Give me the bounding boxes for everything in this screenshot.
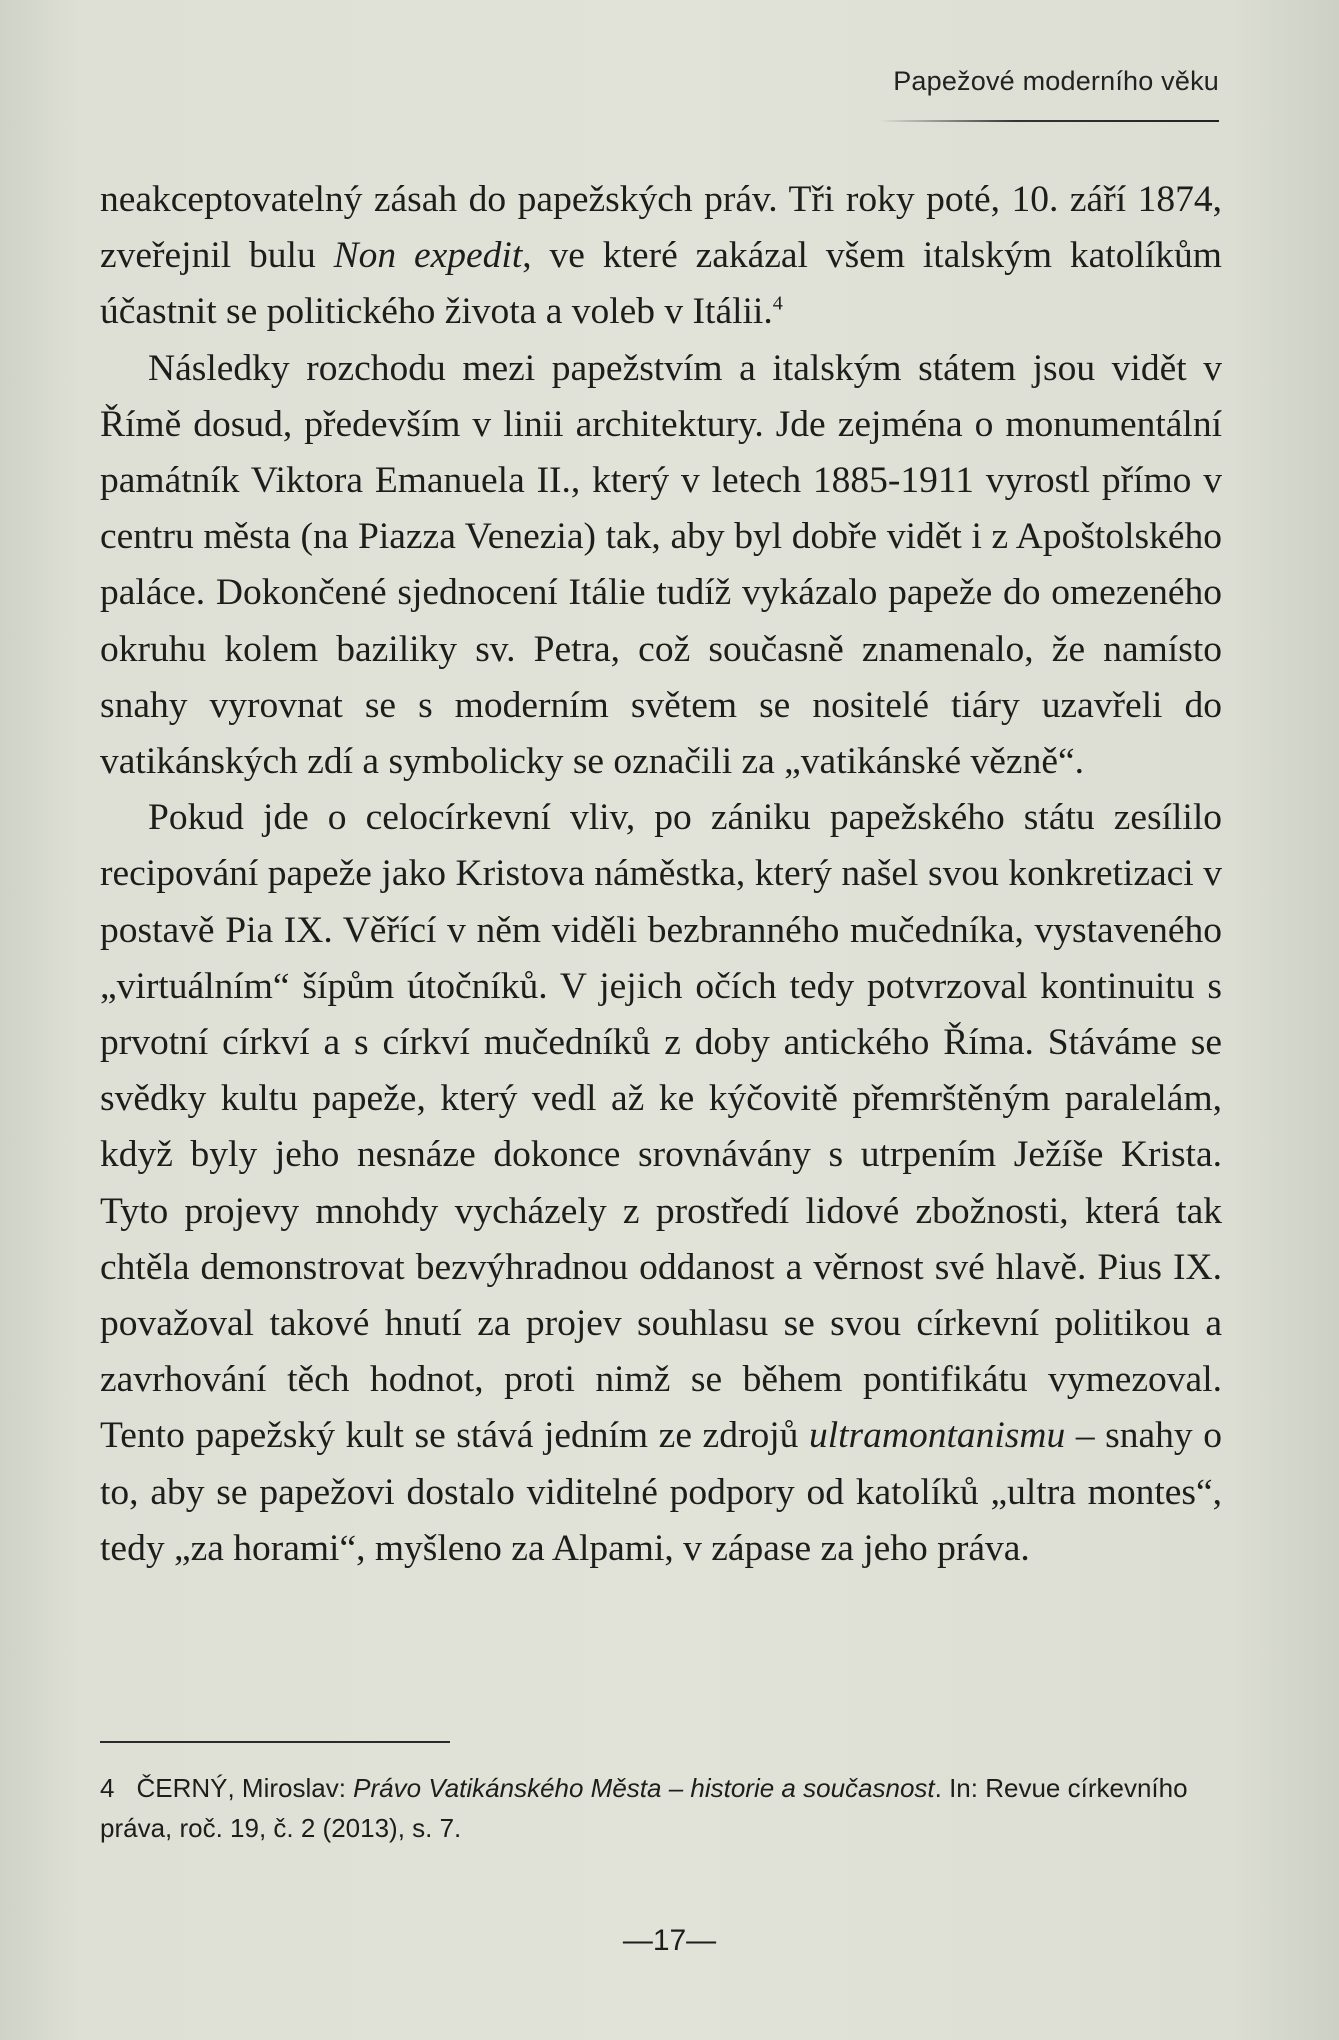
paragraph-1-text-end: , ve které zakázal všem italským katolíkům účastnit se politického života a voleb v Itálii. — [100, 235, 1222, 333]
bull-title-italic: Non expedit — [333, 235, 523, 277]
footnote — [100, 1768, 1215, 1848]
paragraph-1-text: neakceptovatelný zásah do papežských práv. Tři roky poté, 10. září 1874, zveřejnil bulu — [100, 179, 1222, 277]
footnote-reference[interactable]: 4 — [772, 292, 783, 315]
paragraph-3 — [100, 790, 1222, 1577]
paragraph-1 — [100, 172, 1222, 341]
body-text — [100, 172, 1222, 1577]
page-number: —17— — [622, 1924, 717, 1957]
footnote-citation: . In: Revue církevního práva, roč. 19, č. 2 (2013), s. 7. — [100, 1773, 1188, 1843]
header-rule — [879, 120, 1219, 122]
footnote-title: Právo Vatikánského Města – historie a současnost — [353, 1773, 935, 1803]
ultramontanism-italic: ultramontanismu — [808, 1415, 1066, 1457]
footnote-rule — [100, 1741, 450, 1743]
paragraph-3-text-end: – snahy o to, aby se papežovi dostalo viditelné podpory od katolíků „ultra montes“, tedy „za horami“, myšleno za Alpami, v zápase za jeho práva. — [100, 1415, 1222, 1569]
footnote-number: 4 — [100, 1773, 115, 1803]
paragraph-2: Následky rozchodu mezi papežstvím a italským státem jsou vidět v Římě dosud, především v linii architektury. Jde zejména o monumentální památník Viktora Emanuela II., který v letech 1885-1911 vyrostl přímo v centru města (na Piazza Venezia) tak, aby byl dobře vidět i z Apoštolského paláce. Dokončené sjednocení Itálie tudíž vykázalo papeže do omezeného okruhu kolem baziliky sv. Petra, což současně znamenalo, že namísto snahy vyrovnat se s moderním světem se nositelé tiáry uzavřeli do vatikánských zdí a symbolicky se označili za „vatikánské vězně“. — [100, 347, 1222, 783]
running-title: Papežové moderního věku — [893, 66, 1219, 96]
paragraph-3-text: Pokud jde o celocírkevní vliv, po zániku papežského státu zesílilo recipování papeže jako Kristova náměstka, který našel svou konkretizaci v postavě Pia IX. Věřící v něm viděli bezbranného mučedníka, vystaveného „virtuálním“ šípům útočníků. V jejich očích tedy potvrzoval kontinuitu s prvotní církví a s církví mučedníků z doby antického Říma. Stáváme se svědky kultu papeže, který vedl až ke kýčovitě přemrštěným paralelám, když byly jeho nesnáze dokonce srovnávány s utrpením Ježíše Krista. Tyto projevy mnohdy vycházely z prostředí lidové zbožnosti, která tak chtěla demonstrovat bezvýhradnou oddanost a věrnost své hlavě. Pius IX. považoval takové hnutí za projev souhlasu se svou církevní politikou a zavrhování těch hodnot, proti nimž se během pontifikátu vymezoval. Tento papežský kult se stává jedním ze zdrojů — [100, 797, 1222, 1457]
footnote-author: ČERNÝ, Miroslav: — [136, 1773, 354, 1803]
